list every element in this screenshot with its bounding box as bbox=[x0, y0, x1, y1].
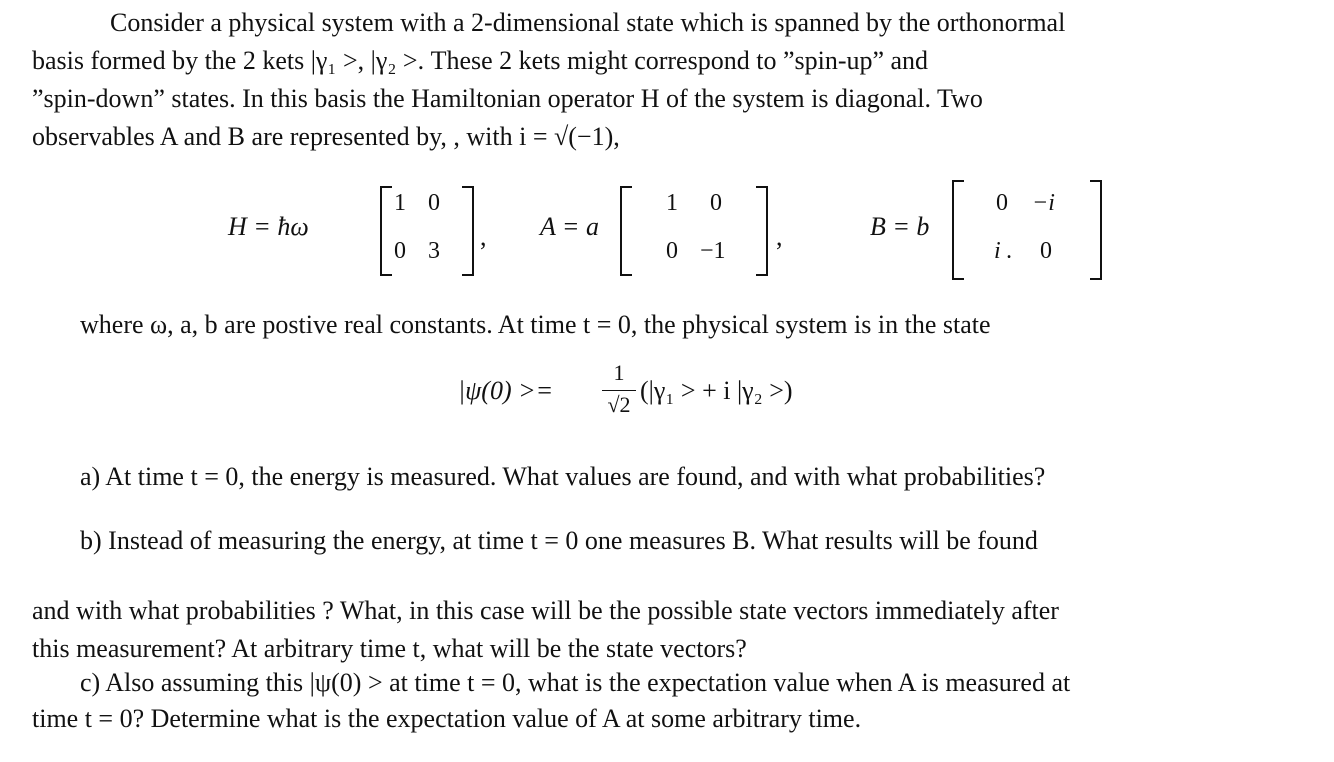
matrix-b-cell: 0 bbox=[996, 190, 1008, 216]
state-fraction-denominator: √2 bbox=[607, 392, 631, 417]
matrix-b-cell: 0 bbox=[1040, 238, 1052, 264]
question-b-line-1: b) Instead of measuring the energy, at time t = 0 one measures B. What results will be found bbox=[80, 526, 1038, 555]
intro-line-2: basis formed by the 2 kets |γ₁ >, |γ₂ >. These 2 kets might correspond to ”spin-up” and bbox=[32, 46, 929, 75]
matrix-h-right-bracket bbox=[462, 186, 474, 276]
state-rhs: (|γ₁ > + i |γ₂ >) bbox=[640, 376, 793, 405]
matrix-separator: , bbox=[480, 222, 487, 251]
matrix-a-left-bracket bbox=[620, 186, 632, 276]
matrix-h-label: H = ħω bbox=[228, 212, 309, 241]
fraction-bar bbox=[602, 390, 636, 391]
intro-line-3: ”spin-down” states. In this basis the Hamiltonian operator H of the system is diagonal. Two bbox=[32, 84, 983, 113]
matrix-separator: , bbox=[776, 222, 783, 251]
matrix-h-cell: 1 bbox=[394, 190, 406, 216]
matrix-b-label: B = b bbox=[870, 212, 930, 241]
matrix-a-label: A = a bbox=[540, 212, 599, 241]
matrix-b-left-bracket bbox=[952, 180, 964, 280]
matrix-a-cell: 0 bbox=[666, 238, 678, 264]
matrix-a-cell: 0 bbox=[710, 190, 722, 216]
question-c-line-2: time t = 0? Determine what is the expectation value of A at some arbitrary time. bbox=[32, 704, 862, 733]
intro-line-4: observables A and B are represented by, , with i = √(−1), bbox=[32, 122, 620, 151]
intro-line-1: Consider a physical system with a 2-dimensional state which is spanned by the orthonormal bbox=[110, 8, 1066, 37]
question-b-line-2: and with what probabilities ? What, in this case will be the possible state vectors immediately after bbox=[32, 596, 1059, 625]
matrix-b-cell: i . bbox=[994, 238, 1013, 264]
matrix-a-cell: 1 bbox=[666, 190, 678, 216]
state-fraction-numerator: 1 bbox=[613, 360, 625, 385]
question-c-line-1: c) Also assuming this |ψ(0) > at time t = 0, what is the expectation value when A is measured at bbox=[80, 668, 1071, 697]
matrix-h-cell: 0 bbox=[428, 190, 440, 216]
matrix-b-right-bracket bbox=[1090, 180, 1102, 280]
matrix-a-right-bracket bbox=[756, 186, 768, 276]
where-line: where ω, a, b are postive real constants. At time t = 0, the physical system is in the state bbox=[80, 310, 991, 339]
question-b-line-3: this measurement? At arbitrary time t, what will be the state vectors? bbox=[32, 634, 747, 663]
state-lhs: |ψ(0) >= bbox=[458, 376, 554, 405]
matrix-a-cell: −1 bbox=[700, 238, 726, 264]
matrix-h-cell: 3 bbox=[428, 238, 440, 264]
matrix-h-cell: 0 bbox=[394, 238, 406, 264]
question-a: a) At time t = 0, the energy is measured. What values are found, and with what probabilities? bbox=[80, 462, 1046, 491]
matrix-b-cell: −i bbox=[1032, 190, 1055, 216]
matrix-h-left-bracket bbox=[380, 186, 392, 276]
